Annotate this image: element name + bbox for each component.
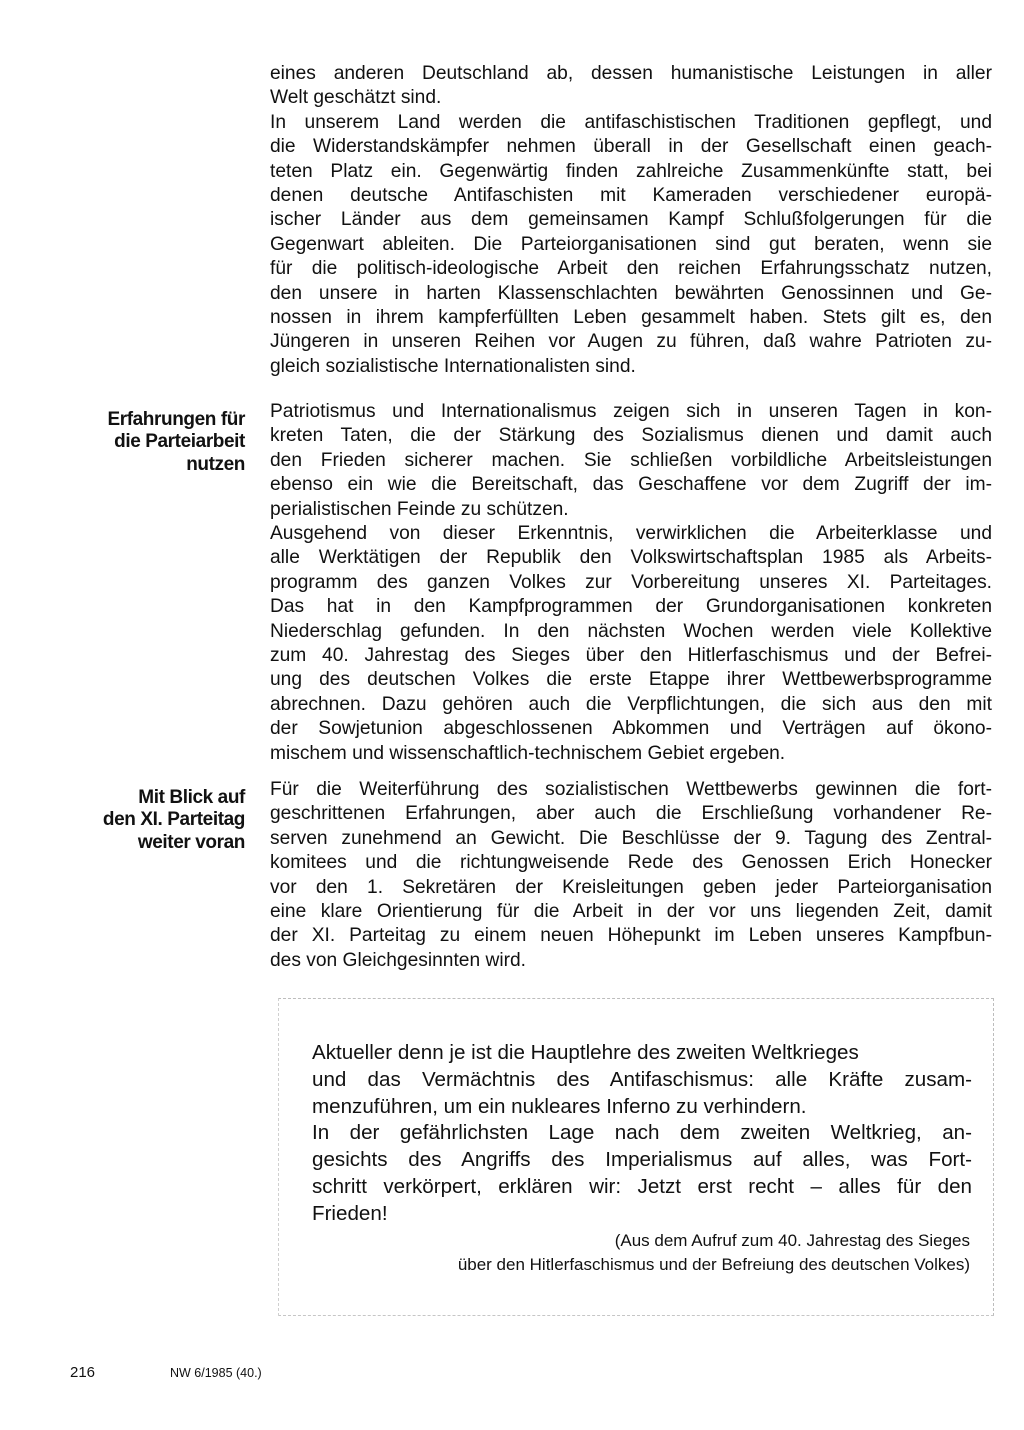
text-line: komitees und die richtungweisende Rede des Genossen Erich Honecker (270, 852, 992, 874)
text-line: alle Werktätigen der Republik den Volkswirtschaftsplan 1985 als Arbeits- (270, 547, 992, 569)
quote-line: In der gefährlichsten Lage nach dem zweiten Weltkrieg, an- (312, 1121, 972, 1145)
margin-note-line: nutzen (186, 453, 245, 475)
text-line: zum 40. Jahrestag des Sieges über den Hitlerfaschismus und der Befrei- (270, 645, 992, 667)
quote-line: gesichts des Angriffs des Imperialismus auf alles, was Fort- (312, 1148, 972, 1172)
text-line: für die politisch-ideologische Arbeit den reichen Erfahrungsschatz nutzen, (270, 258, 992, 280)
text-line: mischem und wissenschaftlich-technischem Gebiet ergeben. (270, 742, 786, 764)
text-line: abrechnen. Dazu gehören auch die Verpflichtungen, die sich aus den mit (270, 693, 992, 715)
text-line: der Sowjetunion abgeschlossenen Abkommen und Verträgen auf ökono- (270, 718, 992, 740)
text-line: geschrittenen Erfahrungen, aber auch die Erschließung vorhandener Re- (270, 803, 992, 825)
quote-line: schritt verkörpert, erklären wir: Jetzt erst recht – alles für den (312, 1174, 972, 1198)
text-line: Gegenwart ableiten. Die Parteiorganisationen sind gut beraten, wenn sie (270, 233, 992, 255)
text-line: Für die Weiterführung des sozialistischen Wettbewerbs gewinnen die fort- (270, 779, 992, 800)
text-line: In unserem Land werden die antifaschistischen Traditionen gepflegt, und (270, 111, 992, 133)
text-line: kreten Taten, die der Stärkung des Sozialismus dienen und damit auch (270, 425, 992, 447)
paragraph-2 (270, 400, 992, 766)
paragraph-3 (270, 778, 992, 973)
text-line: den unsere in harten Klassenschlachten bewährten Genossinnen und Ge- (270, 282, 992, 304)
text-line: Niederschlag gefunden. In den nächsten Wochen werden viele Kollektive (270, 620, 992, 642)
margin-note-line: Erfahrungen für (107, 409, 245, 430)
quote-text (312, 1040, 972, 1228)
issue-label: NW 6/1985 (40.) (170, 1366, 262, 1380)
text-line: des von Gleichgesinnten wird. (270, 949, 526, 971)
quote-line: Aktueller denn je ist die Hauptlehre des zweiten Weltkrieges (312, 1041, 859, 1064)
page-number: 216 (70, 1364, 96, 1381)
text-line: Jüngeren in unseren Reihen vor Augen zu führen, daß wahre Patrioten zu- (270, 331, 992, 353)
text-line: Welt geschätzt sind. (270, 87, 442, 109)
quote-source (330, 1229, 970, 1276)
text-line: ebenso ein wie die Bereitschaft, das Geschaffene vor dem Zugriff der im- (270, 474, 992, 496)
text-line: nossen in ihrem kampferfüllten Leben gesammelt haben. Stets gilt es, den (270, 307, 992, 329)
text-line: ischer Länder aus dem gemeinsamen Kampf Schlußfolgerungen für die (270, 209, 992, 231)
text-line: eine klare Orientierung für die Arbeit in der vor uns liegenden Zeit, damit (270, 901, 992, 923)
quote-line: Frieden! (312, 1201, 388, 1225)
text-line: ung des deutschen Volkes die erste Etappe ihrer Wettbewerbsprogramme (270, 669, 992, 691)
text-line: programm des ganzen Volkes zur Vorbereitung unseres XI. Parteitages. (270, 571, 992, 593)
text-line: Das hat in den Kampfprogrammen der Grundorganisationen konkreten (270, 596, 992, 618)
margin-note-line: die Parteiarbeit (114, 431, 245, 453)
text-line: teten Platz ein. Gegenwärtig finden zahlreiche Zusammenkünfte statt, bei (270, 160, 992, 182)
text-line: Patriotismus und Internationalismus zeigen sich in unseren Tagen in kon- (270, 401, 992, 422)
quote-source-line: über den Hitlerfaschismus und der Befreiung des deutschen Volkes) (457, 1254, 970, 1274)
text-line: denen deutsche Antifaschisten mit Kameraden verschiedener europä- (270, 185, 992, 207)
text-line: gleich sozialistische Internationalisten sind. (270, 355, 636, 377)
margin-note-line: Mit Blick auf (138, 787, 245, 808)
paragraph-1 (270, 62, 992, 379)
quote-source-line: (Aus dem Aufruf zum 40. Jahrestag des Sieges (614, 1231, 970, 1250)
text-line: die Widerstandskämpfer nehmen überall in der Gesellschaft einen geach- (270, 136, 992, 158)
text-line: eines anderen Deutschland ab, dessen humanistische Leistungen in aller (270, 63, 992, 84)
text-line: Ausgehend von dieser Erkenntnis, verwirklichen die Arbeiterklasse und (270, 523, 992, 545)
margin-note-line: weiter voran (137, 831, 245, 853)
quote-line: menzuführen, um ein nukleares Inferno zu verhindern. (312, 1094, 807, 1118)
text-line: serven zunehmend an Gewicht. Die Beschlüsse der 9. Tagung des Zentral- (270, 827, 992, 849)
quote-line: und das Vermächtnis des Antifaschismus: alle Kräfte zusam- (312, 1067, 972, 1091)
text-line: den Frieden sicherer machen. Sie schließen vorbildliche Arbeitsleistungen (270, 449, 992, 471)
margin-note-1 (40, 409, 245, 476)
margin-note-2 (40, 787, 245, 854)
text-line: perialistischen Feinde zu schützen. (270, 498, 569, 520)
margin-note-line: den XI. Parteitag (102, 809, 245, 831)
text-line: der XI. Parteitag zu einem neuen Höhepunkt im Leben unseres Kampfbun- (270, 925, 992, 947)
text-line: vor den 1. Sekretären der Kreisleitungen geben jeder Parteiorganisation (270, 876, 992, 898)
